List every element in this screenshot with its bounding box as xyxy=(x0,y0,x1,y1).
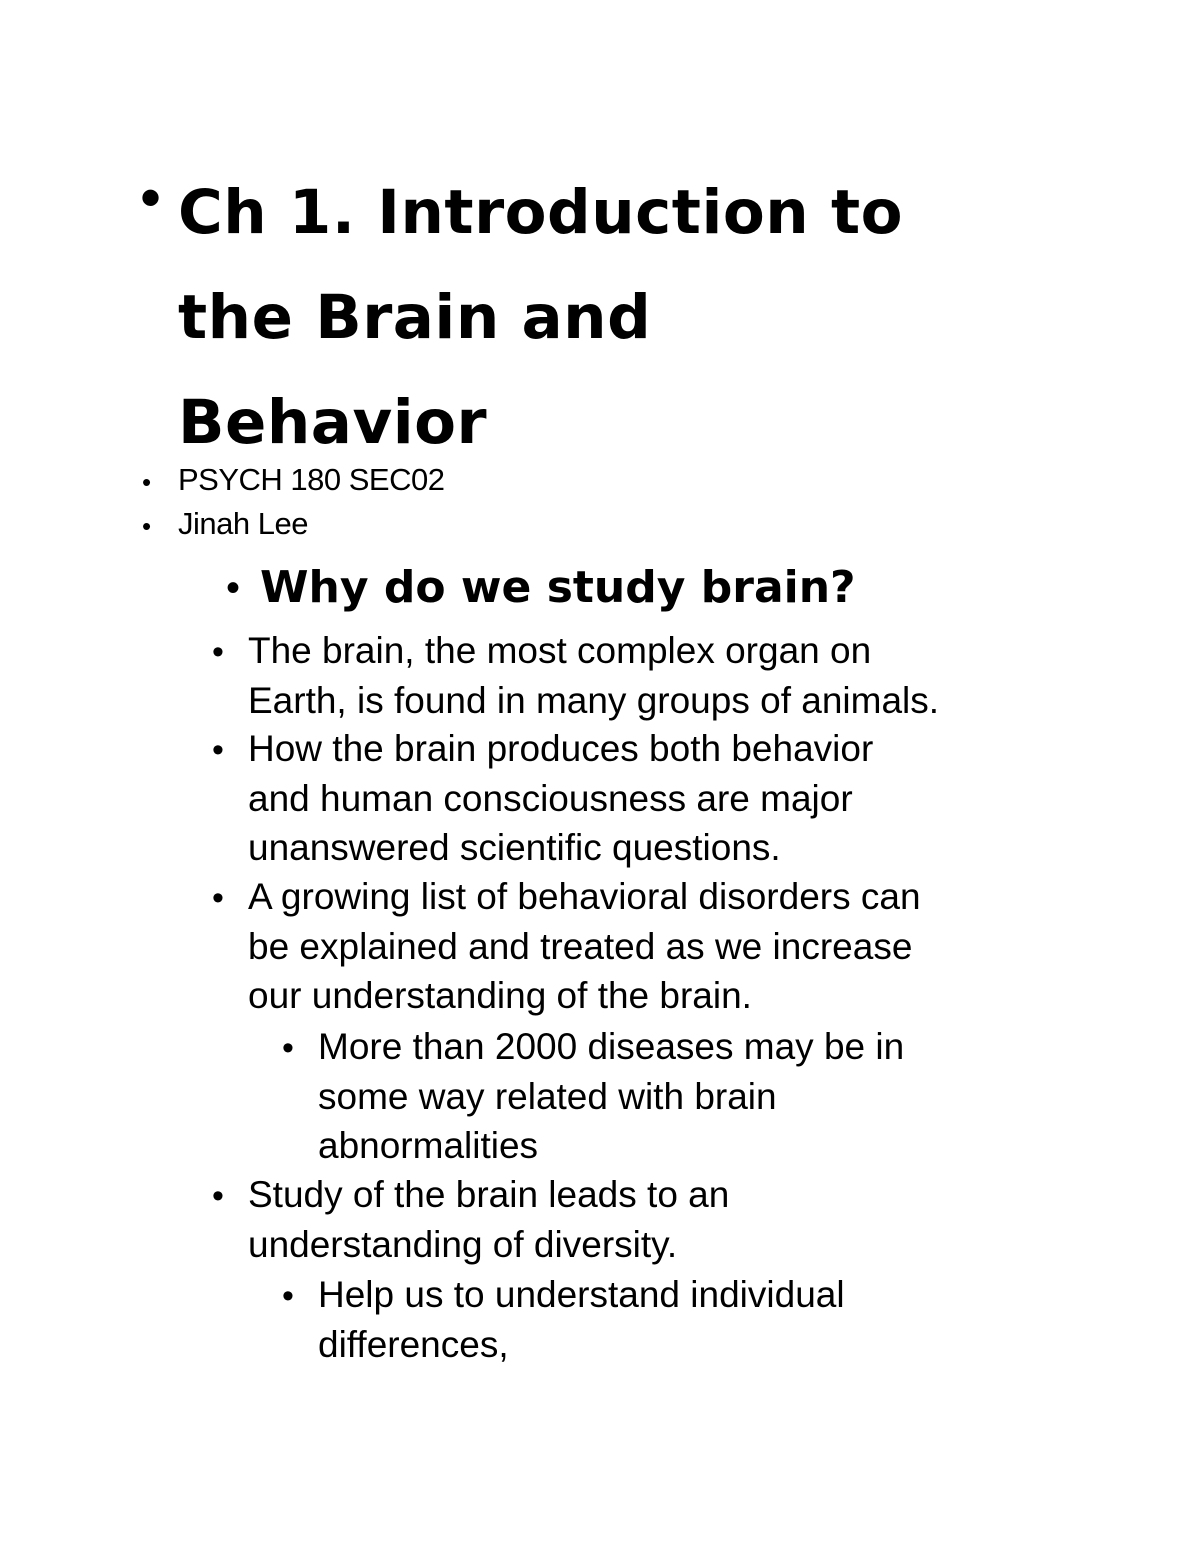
text-line: and human consciousness are major xyxy=(248,777,853,819)
text-line: How the brain produces both behavior xyxy=(248,728,874,769)
text-line: More than 2000 diseases may be in xyxy=(318,1026,905,1067)
list-item-text xyxy=(248,724,873,873)
section-heading-text: Why do we study brain? xyxy=(260,562,856,613)
text-line: The brain, the most complex organ on xyxy=(248,630,872,671)
title-line: the Brain and xyxy=(178,282,652,353)
text-line: be explained and treated as we increase xyxy=(248,925,913,967)
bullet: • xyxy=(282,1277,294,1315)
bullet: • xyxy=(142,467,152,497)
text-line: Earth, is found in many groups of animals. xyxy=(248,679,940,721)
bullet: • xyxy=(212,1177,224,1215)
bullet: • xyxy=(212,731,224,769)
list-item-text xyxy=(248,872,921,1021)
instructor-name: Jinah Lee xyxy=(178,506,308,541)
text-line: unanswered scientific questions. xyxy=(248,827,781,868)
text-line: differences, xyxy=(318,1323,509,1365)
bullet: • xyxy=(142,511,152,541)
list-item-text xyxy=(248,626,939,725)
title-line: Ch 1. Introduction to xyxy=(178,177,904,248)
bullet: • xyxy=(212,879,224,917)
bullet: • xyxy=(212,633,224,671)
text-line: some way related with brain xyxy=(318,1075,777,1117)
list-item-text xyxy=(248,1170,729,1269)
course-code: PSYCH 180 SEC02 xyxy=(178,462,445,497)
title-line: Behavior xyxy=(178,387,488,458)
text-line: our understanding of the brain. xyxy=(248,975,752,1016)
title-text xyxy=(178,160,903,475)
text-line: abnormalities xyxy=(318,1125,539,1166)
text-line: A growing list of behavioral disorders can xyxy=(248,876,921,917)
bullet: • xyxy=(140,164,162,231)
bullet: • xyxy=(282,1029,294,1067)
text-line: understanding of diversity. xyxy=(248,1223,678,1265)
sub-list-item-text xyxy=(318,1270,845,1369)
bullet: • xyxy=(226,566,241,610)
text-line: Study of the brain leads to an xyxy=(248,1174,730,1215)
sub-list-item-text xyxy=(318,1022,904,1171)
text-line: Help us to understand individual xyxy=(318,1274,845,1315)
